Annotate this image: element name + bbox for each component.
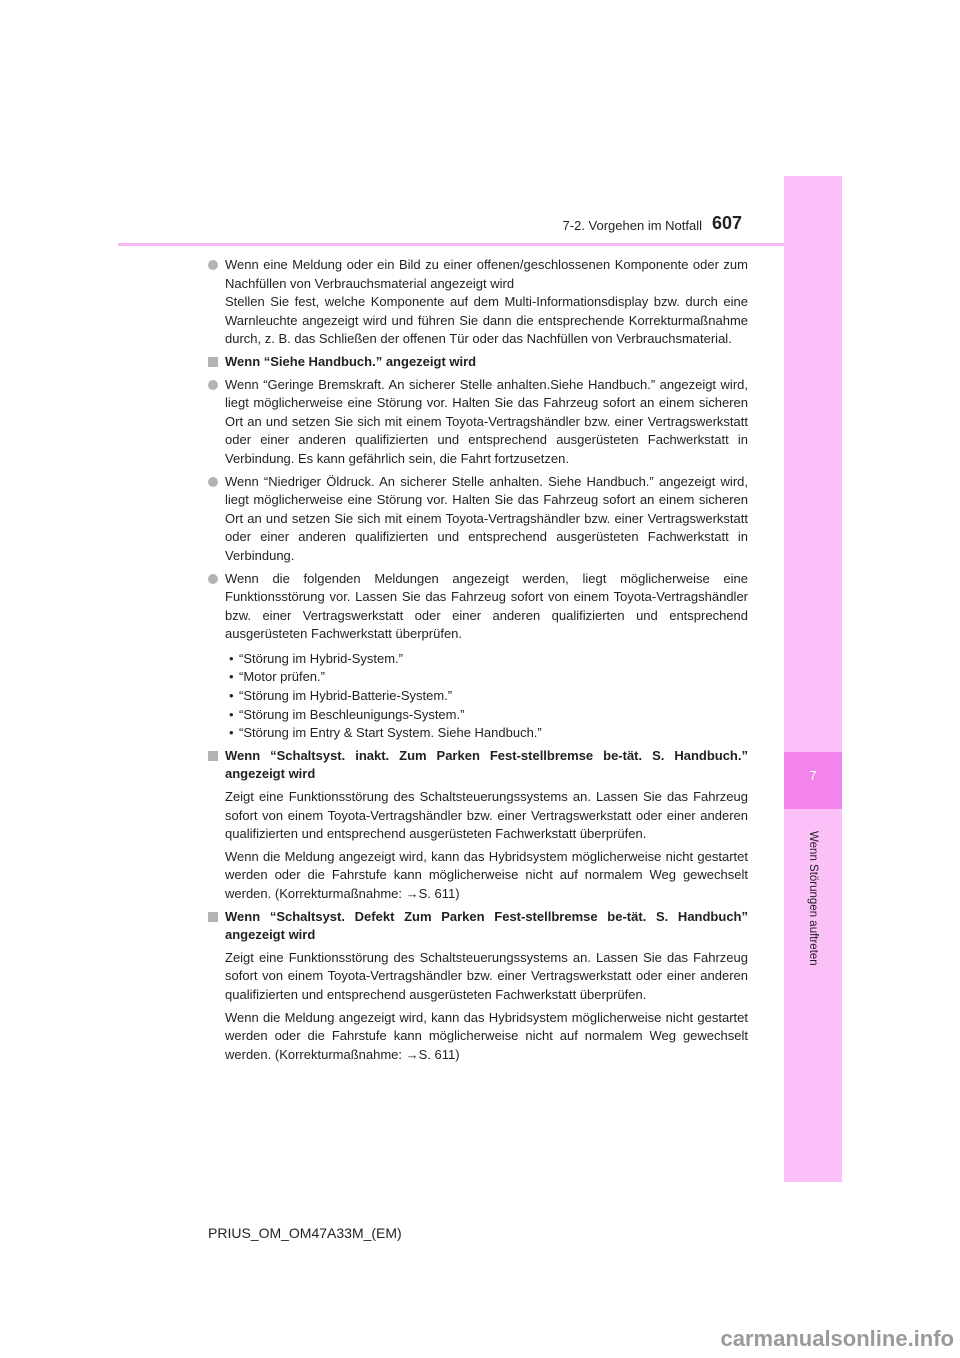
chapter-side-tab — [784, 176, 842, 1182]
square-bullet-icon — [208, 747, 218, 767]
bullet-item — [208, 376, 748, 469]
heading-text: Wenn “Schaltsyst. Defekt Zum Parken Fest-stellbremse be-tät. S. Handbuch” angezeigt wird — [225, 908, 748, 943]
page-content — [208, 256, 748, 1068]
bullet-subtext: Stellen Sie fest, welche Komponente auf dem Multi-Informationsdisplay bzw. durch eine Warnleuchte angezeigt wird und führen Sie dann die entsprechende Korrekturmaßnahme durch, z. B. das Schließen der offenen Tür oder das Nachfüllen von Verbrauchsmaterial. — [225, 294, 748, 347]
paragraph: Zeigt eine Funktionsstörung des Schaltsteuerungssystems an. Lassen Sie das Fahrzeug sofort von einem Toyota-Vertragshändler bzw. einer Vertragswerkstatt oder einer anderen qualifizierten und entsprechend ausgerüsteten Fachwerkstatt überprüfen. — [225, 949, 748, 1002]
list-item: • “Störung im Entry & Start System. Siehe Handbuch.” — [229, 724, 748, 743]
section-heading — [208, 747, 748, 904]
bullet-item — [208, 570, 748, 743]
section-heading — [208, 353, 748, 372]
square-bullet-icon — [208, 908, 218, 928]
paragraph: Wenn die Meldung angezeigt wird, kann das Hybridsystem möglicherweise nicht gestartet werden oder die Fahrstufe kann möglicherweise nicht auf normalem Weg gewechselt werden. (Korrekturmaßnahme: →S. 611) — [225, 848, 748, 901]
list-item: • “Störung im Beschleunigungs-System.” — [229, 706, 748, 725]
chapter-title: Wenn Störungen auftreten — [807, 831, 819, 966]
bullet-dot-icon — [208, 570, 218, 590]
list-item: • “Störung im Hybrid-System.” — [229, 650, 748, 669]
bullet-item — [208, 473, 748, 566]
list-item: • “Störung im Hybrid-Batterie-System.” — [229, 687, 748, 706]
bullet-text: Wenn “Geringe Bremskraft. An sicherer Stelle anhalten.Siehe Handbuch.” angezeigt wird, liegt möglicherweise eine Störung vor. Halten Sie das Fahrzeug sofort an einem sicheren Ort an und setzen Sie sich mit einem Toyota-Vertragshändler bzw. einer Vertragswerkstatt oder einer anderen qualifizierten und entsprechend ausgerüsteten Fachwerkstatt in Verbindung. Es kann gefährlich sein, die Fahrt fortzusetzen. — [225, 376, 748, 466]
page-number: 607 — [712, 213, 743, 233]
bullet-dot-icon — [208, 256, 218, 276]
watermark: carmanualsonline.info — [720, 1326, 954, 1351]
section-title: 7-2. Vorgehen im Notfall — [562, 218, 702, 233]
section-heading — [208, 908, 748, 1065]
chapter-number: 7 — [809, 768, 817, 783]
paragraph: Wenn die Meldung angezeigt wird, kann das Hybridsystem möglicherweise nicht gestartet werden oder die Fahrstufe kann möglicherweise nicht auf normalem Weg gewechselt werden. (Korrekturmaßnahme: →S. 611) — [225, 1009, 748, 1062]
heading-text: Wenn “Siehe Handbuch.” angezeigt wird — [225, 353, 477, 369]
bullet-text: Wenn die folgenden Meldungen angezeigt werden, liegt möglicherweise eine Funktionsstörung vor. Lassen Sie das Fahrzeug sofort von einem Toyota-Vertragshändler bzw. einer Vertragswerkstatt oder einer anderen qualifizierten und entsprechend ausgerüsteten Fachwerkstatt überprüfen. — [225, 570, 748, 642]
list-item: • “Motor prüfen.” — [229, 668, 748, 687]
bullet-text: Wenn “Niedriger Öldruck. An sicherer Stelle anhalten. Siehe Handbuch.” angezeigt wird, liegt möglicherweise eine Störung vor. Halten Sie das Fahrzeug sofort an einem sicheren Ort an und setzen Sie sich mit einem Toyota-Vertragshändler bzw. einer Vertragswerkstatt oder einer anderen qualifizierten und entsprechend ausgerüsteten Fachwerkstatt in Verbindung. — [225, 473, 748, 563]
bullet-item — [208, 256, 748, 349]
bullet-dot-icon — [208, 473, 218, 493]
bullet-dot-icon — [208, 376, 218, 396]
paragraph: Zeigt eine Funktionsstörung des Schaltsteuerungssystems an. Lassen Sie das Fahrzeug sofort von einem Toyota-Vertragshändler bzw. einer Vertragswerkstatt oder einer anderen qualifizierten und entsprechend ausgerüsteten Fachwerkstatt überprüfen. — [225, 789, 748, 842]
heading-text: Wenn “Schaltsyst. inakt. Zum Parken Fest-stellbremse be-tät. S. Handbuch.” angezeigt wird — [225, 747, 748, 782]
header-rule — [118, 243, 841, 246]
bullet-text: Wenn eine Meldung oder ein Bild zu einer offenen/geschlossenen Komponente oder zum Nachfüllen von Verbrauchsmaterial angezeigt wird — [225, 257, 748, 291]
document-id: PRIUS_OM_OM47A33M_(EM) — [208, 1225, 402, 1241]
square-bullet-icon — [208, 353, 218, 373]
message-list — [225, 650, 748, 743]
